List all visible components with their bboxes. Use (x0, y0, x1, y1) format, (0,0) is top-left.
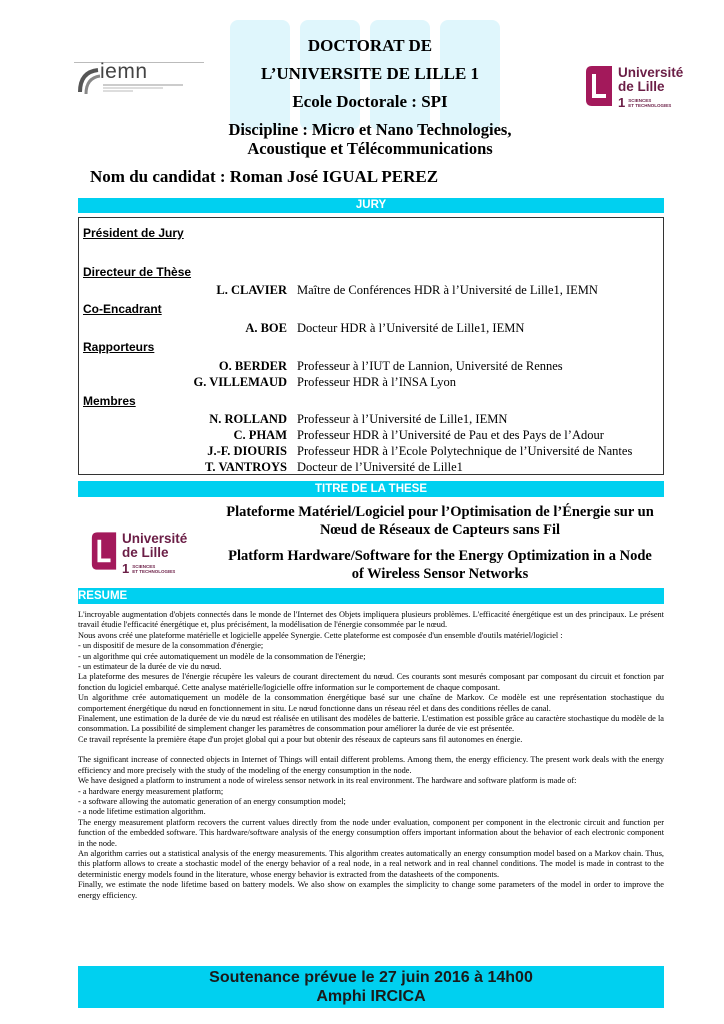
jury-member-desc: Professeur à l’IUT de Lannion, Université de Rennes (297, 359, 563, 373)
header-doctorat: DOCTORAT DE (307, 36, 433, 55)
jury-row (79, 460, 665, 476)
jury-label-membres: Membres (83, 394, 136, 408)
discipline-line2: Acoustique et Télécommunications (247, 139, 493, 158)
jury-member-name: J.-F. DIOURIS (207, 444, 287, 458)
resume-fr-paragraph: L'incroyable augmentation d'objets connectés dans le monde de l'Internet des Objets impliquera plusieurs problèmes. L'efficacité énergétique est un des principaux. Le présent travail étudie l'efficacité énergétique et, plus précisément, la modélisation de l'énergie consommée par le nœud. (78, 610, 664, 630)
resume-en-paragraph: An algorithm carries out a statistical analysis of the energy measurements. This algorithm creates automatically an energy consumption model based on a Markov chain. Thus, this platform allows to create a stochastic model of the energy behavior of a real node, in a real network and in real channel conditions. The model is made in contrast to the deterministic energy models found in the literature, whose energy behavior is extracted from the datasheets of the components. (78, 848, 664, 879)
jury-row (79, 412, 665, 428)
ulille-line1: Université (618, 65, 684, 80)
ulille-number: 1 (122, 561, 130, 576)
resume-en-paragraph: The energy measurement platform recovers the current values directly from the node under evaluation, component per component in the electronic circuit and function per function of the embedded software. This hardware/software analysis of the energy consumption offers important information about the behavior of each electronic component in the node. (78, 817, 664, 848)
resume-en-paragraph: The significant increase of connected objects in Internet of Things will entail different problems. Among them, the energy efficiency. The present work deals with the energy efficiency and more precisely with the study of the modeling of the energy consumption in the node. (78, 755, 664, 775)
jury-box (78, 217, 664, 475)
iemn-logo-text: iemn (100, 60, 148, 83)
jury-member-name: N. ROLLAND (209, 412, 287, 426)
jury-row (79, 428, 665, 444)
resume-en-paragraph: - a software allowing the automatic generation of an energy consumption model; (78, 796, 346, 806)
resume-fr-paragraph: Nous avons créé une plateforme matérielle et logicielle appelée Synergie. Cette plateforme est composée d'un ensemble d'outils matériel/logiciel : (78, 630, 563, 640)
iemn-logo-subtitle (103, 83, 193, 93)
thesis-title-en: Platform Hardware/Software for the Energy Optimization in a Node of Wireless Sensor Networks (228, 548, 652, 582)
universite-lille-mark-icon (584, 66, 614, 106)
iemn-logo-icon (76, 66, 102, 96)
resume-en-paragraph: - a node lifetime estimation algorithm. (78, 807, 206, 817)
jury-member-name: G. VILLEMAUD (193, 375, 287, 389)
jury-member-name: T. VANTROYS (205, 460, 287, 474)
jury-member-desc: Docteur HDR à l’Université de Lille1, IEMN (297, 321, 525, 335)
resume-en-paragraph: - a hardware energy measurement platform; (78, 786, 224, 796)
jury-member-name: C. PHAM (233, 428, 287, 442)
jury-row (79, 444, 665, 460)
section-bar-titre: TITRE DE LA THESE (78, 481, 664, 497)
header-ecole-doctorale: Ecole Doctorale : SPI (292, 92, 448, 111)
jury-row (79, 359, 665, 375)
universite-lille-logo-title (90, 532, 187, 576)
ulille-sub1: SCIENCES (132, 563, 156, 569)
thesis-title-fr: Plateforme Matériel/Logiciel pour l’Optimisation de l’Énergie sur un Nœud de Réseaux de Capteurs sans Fil (226, 504, 654, 538)
resume-fr-paragraph: Ce travail représente la première étape d'un projet global qui a pour but obtenir des réseaux de capteurs sans fil autonomes en énergie. (78, 734, 523, 744)
jury-label-rapporteurs: Rapporteurs (83, 340, 155, 354)
soutenance-room: Amphi IRCICA (316, 988, 426, 1005)
jury-member-name: L. CLAVIER (216, 283, 287, 297)
resume-fr-paragraph: - un dispositif de mesure de la consommation d'énergie; (78, 641, 264, 651)
resume-fr-paragraph: La plateforme des mesures de l'énergie récupère les valeurs de courant directement du nœud. Ces courants sont mesurés composant par composant du circuit et fonction par fonction du logiciel embarqué. Cette analyse matérielle/logicielle offre information sur le comportement de chaque composant. (78, 672, 664, 692)
ulille-sub2: ET TECHNOLOGIES (132, 568, 176, 574)
jury-label-president: Président de Jury (83, 226, 184, 240)
jury-row (79, 283, 665, 299)
soutenance-date: Soutenance prévue le 27 juin 2016 à 14h00 (209, 969, 533, 986)
candidate-name: Nom du candidat : Roman José IGUAL PEREZ (90, 167, 439, 186)
resume-en-paragraph: Finally, we estimate the node lifetime based on battery models. We also show on examples the simplicity to change some parameters of the model in order to improve the energy efficiency. (78, 880, 664, 900)
universite-lille-logo-top (584, 66, 683, 110)
jury-member-desc: Professeur HDR à l’Ecole Polytechnique de l’Université de Nantes (297, 444, 633, 458)
resume-fr-paragraph: Un algorithme crée automatiquement un modèle de la consommation énergétique basé sur une chaîne de Markov. Ce modèle est une représentation stochastique du comportement énergétique du nœud en fonctionnement in situ. Le nœud fonctionne dans un réseau réel et dans des conditions réelles de canal. (78, 693, 664, 713)
header-discipline (200, 120, 540, 158)
resume-en-paragraph: We have designed a platform to instrument a node of wireless sensor network in its real environment. The hardware and software platform is made of: (78, 776, 577, 786)
ulille-sub2: ET TECHNOLOGIES (628, 102, 672, 108)
jury-member-desc: Professeur HDR à l’Université de Pau et des Pays de l’Adour (297, 428, 604, 442)
jury-member-name: A. BOE (245, 321, 287, 335)
ulille-sub1: SCIENCES (628, 97, 652, 103)
jury-member-desc: Professeur à l’Université de Lille1, IEMN (297, 412, 508, 426)
jury-label-coencadrant: Co-Encadrant (83, 302, 162, 316)
ulille-line2: de Lille (618, 79, 665, 94)
ulille-line2: de Lille (122, 545, 169, 560)
resume-fr-paragraph: Finalement, une estimation de la durée de vie du nœud est réalisée en utilisant des modèles de batterie. L'estimation est possible grâce au caractère stochastique du modèle de la consommation. La possibilité de simplement changer les paramètres de consommation pour améliorer la durée de vie est présentée. (78, 714, 664, 734)
soutenance-banner (78, 966, 664, 1008)
header-universite: L’UNIVERSITE DE LILLE 1 (260, 64, 480, 83)
resume-body (78, 610, 664, 901)
resume-fr-paragraph: - un algorithme qui crée automatiquement un modèle de la consommation de l'énergie; (78, 651, 366, 661)
jury-row (79, 321, 665, 337)
jury-member-desc: Maître de Conférences HDR à l’Université de Lille1, IEMN (297, 283, 598, 297)
ulille-line1: Université (122, 531, 188, 546)
resume-fr-paragraph: - un estimateur de la durée de vie du nœud. (78, 662, 222, 672)
jury-member-desc: Professeur HDR à l’INSA Lyon (297, 375, 457, 389)
discipline-line1: Discipline : Micro et Nano Technologies, (228, 120, 512, 139)
jury-label-directeur: Directeur de Thèse (83, 265, 192, 279)
section-bar-resume: RESUME (78, 588, 664, 604)
universite-lille-mark-icon (90, 532, 118, 570)
jury-member-desc: Docteur de l’Université de Lille1 (297, 460, 463, 474)
ulille-number: 1 (618, 95, 626, 110)
jury-member-name: O. BERDER (218, 359, 287, 373)
jury-row (79, 375, 665, 391)
section-bar-jury: JURY (78, 198, 664, 213)
